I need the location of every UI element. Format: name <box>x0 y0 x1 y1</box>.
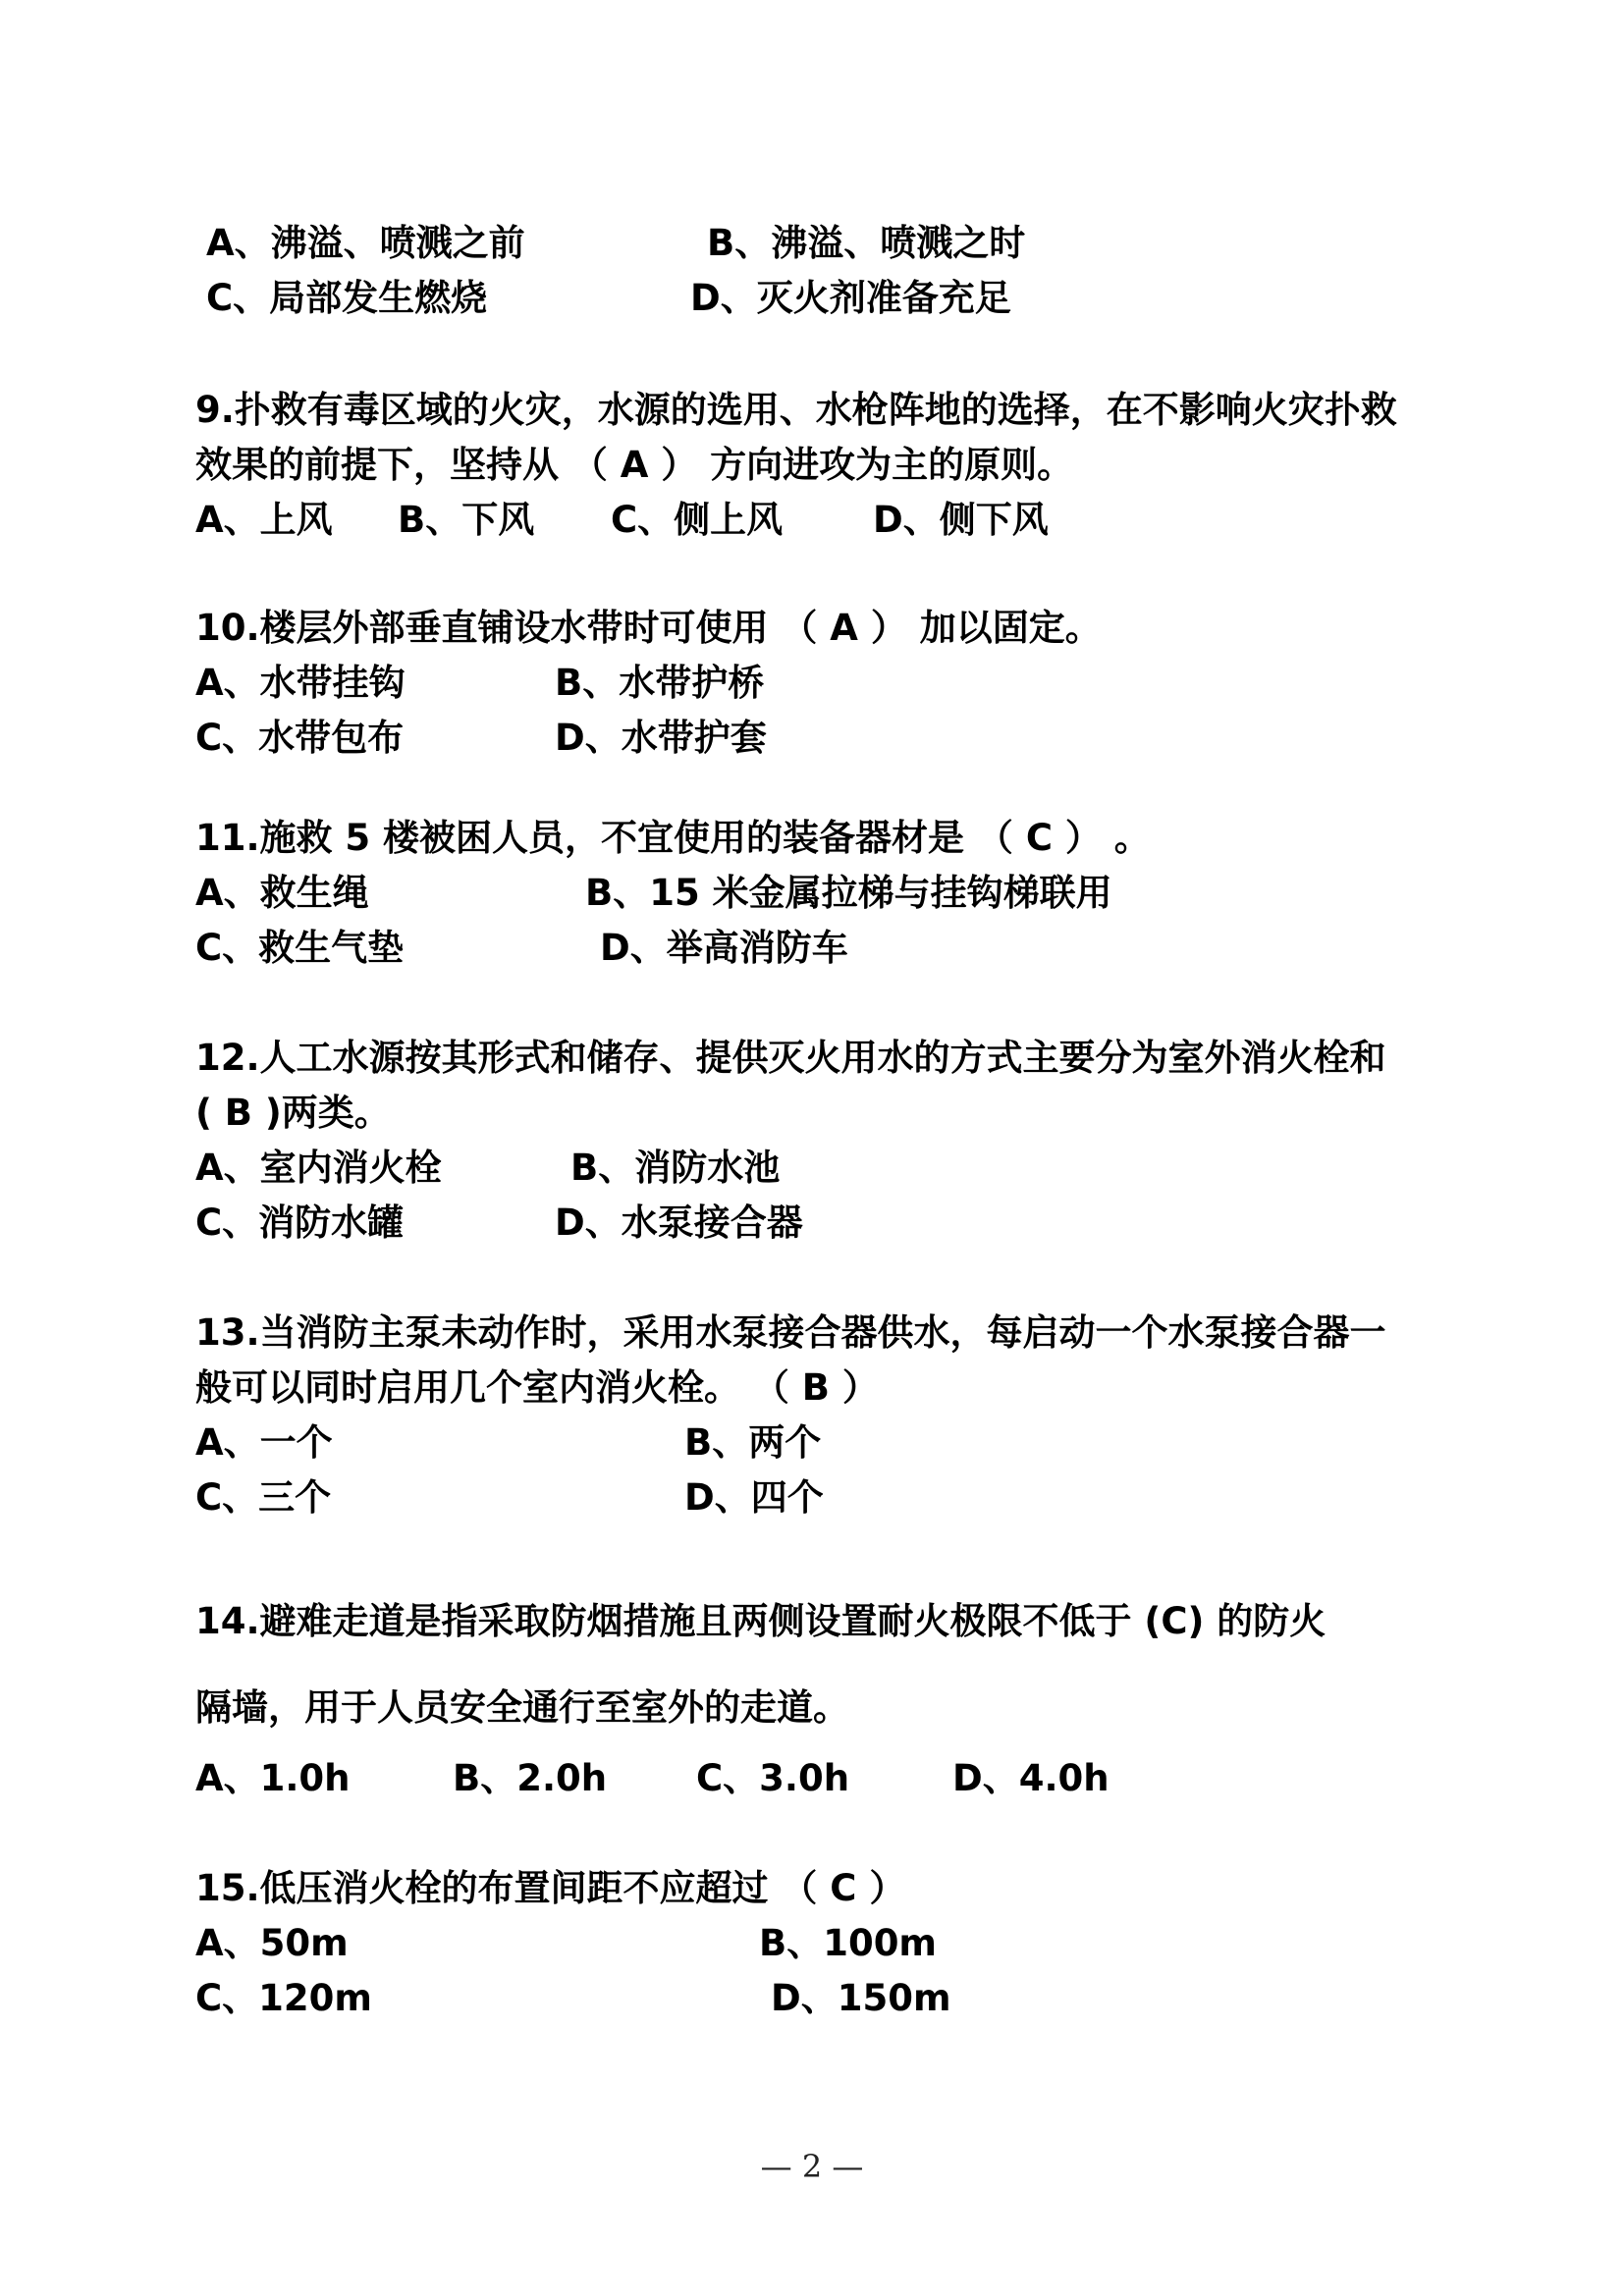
q10-option-d: D、水带护套 <box>555 717 767 759</box>
q8-option-a: A、沸溢、喷溅之前 <box>206 222 525 264</box>
q14-option-a: A、1.0h <box>195 1757 351 1799</box>
q9-stem-line2: 效果的前提下，坚持从 （ A ） 方向进攻为主的原则。 <box>195 444 1074 486</box>
q13-option-a: A、一个 <box>195 1421 333 1464</box>
q9-option-c: C、侧上风 <box>611 499 784 541</box>
q15-option-a: A、50m <box>195 1922 349 1964</box>
q12-stem-line1: 12.人工水源按其形式和储存、提供灭火用水的方式主要分为室外消火栓和 <box>195 1037 1386 1079</box>
q8-option-d: D、灭火剂准备充足 <box>690 277 1011 319</box>
q14-option-d: D、4.0h <box>952 1757 1110 1799</box>
q15-option-c: C、120m <box>195 1977 372 2019</box>
q12-option-c: C、消防水罐 <box>195 1201 405 1244</box>
q11-option-c: C、救生气垫 <box>195 927 405 969</box>
q14-stem-line2: 隔墙，用于人员安全通行至室外的走道。 <box>195 1686 849 1729</box>
q12-option-a: A、室内消火栓 <box>195 1147 442 1189</box>
q9-stem-line1: 9.扑救有毒区域的火灾，水源的选用、水枪阵地的选择，在不影响火灾扑救 <box>195 389 1397 431</box>
q9-option-d: D、侧下风 <box>873 499 1049 541</box>
q15-option-b: B、100m <box>759 1922 937 1964</box>
q14-option-b: B、2.0h <box>453 1757 608 1799</box>
q15-option-d: D、150m <box>771 1977 951 2019</box>
q11-stem: 11.施救 5 楼被困人员，不宜使用的装备器材是 （ C ） 。 <box>195 817 1151 859</box>
q12-option-d: D、水泵接合器 <box>555 1201 803 1244</box>
q10-stem: 10.楼层外部垂直铺设水带时可使用 （ A ） 加以固定。 <box>195 607 1102 649</box>
q9-option-b: B、下风 <box>398 499 535 541</box>
q10-option-a: A、水带挂钩 <box>195 662 406 704</box>
q8-option-b: B、沸溢、喷溅之时 <box>707 222 1026 264</box>
q11-option-d: D、举高消防车 <box>600 927 848 969</box>
q14-option-c: C、3.0h <box>696 1757 850 1799</box>
q10-option-c: C、水带包布 <box>195 717 405 759</box>
q12-stem-line2: ( B )两类。 <box>195 1092 391 1134</box>
page-number: — 2 — <box>760 2148 864 2185</box>
q13-option-b: B、两个 <box>684 1421 822 1464</box>
q15-stem: 15.低压消火栓的布置间距不应超过 （ C ） <box>195 1867 906 1909</box>
q12-option-b: B、消防水池 <box>570 1147 781 1189</box>
q13-option-d: D、四个 <box>684 1476 824 1519</box>
q8-option-c: C、局部发生燃烧 <box>206 277 488 319</box>
q13-stem-line2: 般可以同时启用几个室内消火栓。 （ B ） <box>195 1366 879 1409</box>
q9-option-a: A、上风 <box>195 499 333 541</box>
q11-option-b: B、15 米金属拉梯与挂钩梯联用 <box>585 872 1112 914</box>
q13-option-c: C、三个 <box>195 1476 332 1519</box>
q14-stem-line1: 14.避难走道是指采取防烟措施且两侧设置耐火极限不低于 (C) 的防火 <box>195 1600 1326 1642</box>
q11-option-a: A、救生绳 <box>195 872 369 914</box>
q13-stem-line1: 13.当消防主泵未动作时，采用水泵接合器供水，每启动一个水泵接合器一 <box>195 1311 1386 1354</box>
q10-option-b: B、水带护桥 <box>555 662 765 704</box>
